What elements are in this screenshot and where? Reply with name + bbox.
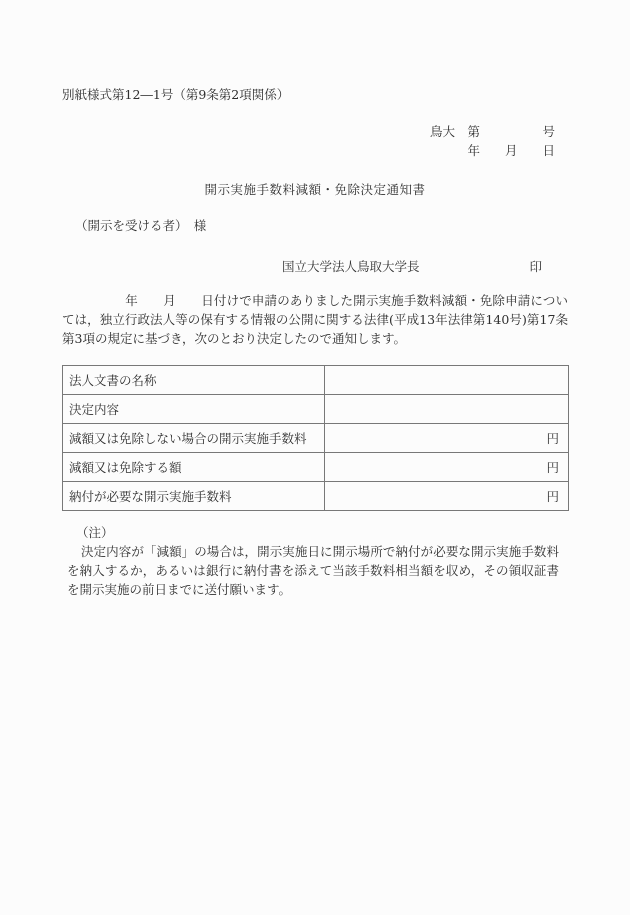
- note-label: （注）: [76, 525, 114, 540]
- note-section: [62, 523, 559, 599]
- seal-mark: 印: [529, 259, 542, 274]
- table-row: [63, 453, 569, 482]
- row-label-fee-without-reduction: 減額又は免除しない場合の開示実施手数料: [63, 424, 325, 453]
- issuer-line: [62, 257, 568, 276]
- row-value-payable-fee: 円: [325, 482, 569, 511]
- row-value-document-name: [325, 366, 569, 395]
- document-number-block: [62, 122, 568, 160]
- row-value-fee-without-reduction: 円: [325, 424, 569, 453]
- table-row: [63, 366, 569, 395]
- row-value-decision: [325, 395, 569, 424]
- document-number-line: 鳥大 第 号: [429, 124, 555, 139]
- row-label-payable-fee: 納付が必要な開示実施手数料: [63, 482, 325, 511]
- row-label-decision: 決定内容: [63, 395, 325, 424]
- document-title: 開示実施手数料減額・免除決定通知書: [204, 182, 426, 197]
- row-label-document-name: 法人文書の名称: [63, 366, 325, 395]
- issuer-name: 国立大学法人鳥取大学長: [282, 259, 420, 274]
- fee-table: [62, 365, 569, 511]
- date-line: 年 月 日: [467, 143, 555, 158]
- body-paragraph: 年 月 日付けで申請のありました開示実施手数料減額・免除申請については，独立行政法人等の保有する情報の公開に関する法律(平成13年法律第140号)第17条第3項の規定に基づき，次のとおり決定したので通知します。: [62, 293, 568, 346]
- addressee-line: （開示を受ける者） 様: [75, 218, 207, 233]
- table-row: [63, 482, 569, 511]
- row-label-reduced-amount: 減額又は免除する額: [63, 453, 325, 482]
- row-value-reduced-amount: 円: [325, 453, 569, 482]
- note-text: 決定内容が「減額」の場合は，開示実施日に開示場所で納付が必要な開示実施手数料を納入するか，あるいは銀行に納付書を添えて当該手数料相当額を収め，その領収証書を開示実施の前日までに送付願います。: [67, 544, 559, 597]
- form-number: 別紙様式第12―1号（第9条第2項関係）: [62, 87, 290, 102]
- table-row: [63, 424, 569, 453]
- table-row: [63, 395, 569, 424]
